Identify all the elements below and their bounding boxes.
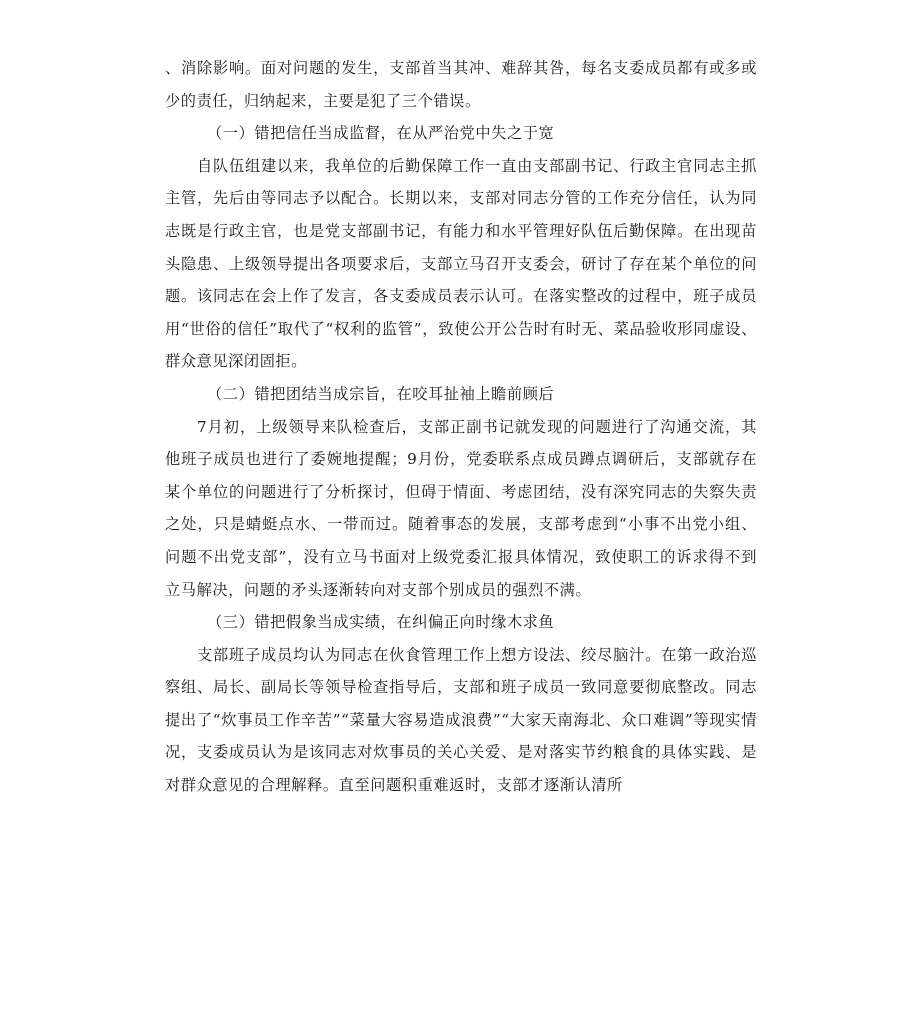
section-heading-2: （二）错把团结当成宗旨，在咬耳扯袖上瞻前顾后 bbox=[207, 384, 555, 403]
paragraph-section-2: 7月初，上级领导来队检查后，支部正副书记就发现的问题进行了沟通交流，其他班子成员也进行了委婉地提醒；9月份，党委联系点成员蹲点调研后，支部就存在某个单位的问题进行了分析探讨，但碍于情面、考虑团结，没有深究同志的失察失责之处，只是蜻蜓点水、一带而过。随着事态的发展，支部考虑到“小事不出党小组、问题不出党支部”，没有立马书面对上级党委汇报具体情况，致使职工的诉求得不到立马解决，问题的矛头逐渐转向对支部个别成员的强烈不满。 bbox=[165, 417, 757, 599]
paragraph-section-3: 支部班子成员均认为同志在伙食管理工作上想方设法、绞尽脑汁。在第一政治巡察组、局长、副局长等领导检查指导后，支部和班子成员一致同意要彻底整改。同志提出了“炊事员工作辛苦”“菜量大容易造成浪费”“大家天南海北、众口难调”等现实情况，支委成员认为是该同志对炊事员的关心关爱、是对落实节约粮食的具体实践、是对群众意见的合理解释。直至问题积重难返时，支部才逐渐认清所 bbox=[165, 645, 757, 795]
paragraph-intro: 、消除影响。面对问题的发生，支部首当其冲、难辞其咎，每名支委成员都有或多或少的责任，归纳起来，主要是犯了三个错误。 bbox=[165, 59, 757, 110]
section-heading-3: （三）错把假象当成实绩，在纠偏正向时缘木求鱼 bbox=[207, 613, 555, 632]
document-page bbox=[165, 52, 757, 802]
section-heading-1: （一）错把信任当成监督，在从严治党中失之于宽 bbox=[207, 124, 555, 143]
paragraph-section-1: 自队伍组建以来，我单位的后勤保障工作一直由支部副书记、行政主官同志主抓主管，先后由等同志予以配合。长期以来，支部对同志分管的工作充分信任，认为同志既是行政主官，也是党支部副书记，有能力和水平管理好队伍后勤保障。在出现苗头隐患、上级领导提出各项要求后，支部立马召开支委会，研讨了存在某个单位的问题。该同志在会上作了发言，各支委成员表示认可。在落实整改的过程中，班子成员用“世俗的信任”取代了“权利的监管”，致使公开公告时有时无、菜品验收形同虚设、群众意见深闭固拒。 bbox=[165, 156, 757, 371]
